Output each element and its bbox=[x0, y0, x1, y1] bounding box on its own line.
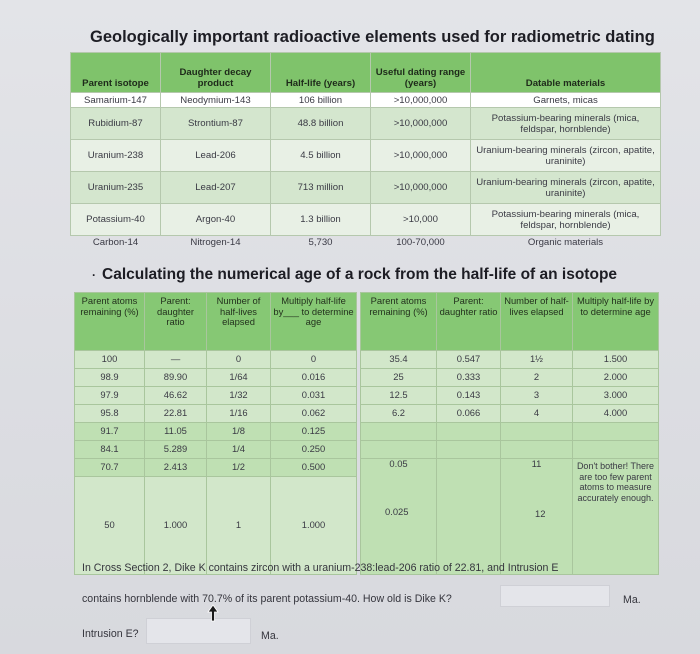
row-0025-halflives bbox=[535, 508, 545, 519]
table-cell: 98.9 bbox=[75, 369, 145, 387]
row-0025 bbox=[385, 506, 408, 517]
section-title bbox=[92, 266, 617, 284]
table-cell: 1.3 billion bbox=[271, 204, 371, 236]
table-cell: 0.547 bbox=[437, 351, 501, 369]
col-header: Daughter decay product bbox=[161, 53, 271, 93]
table-cell: Potassium-bearing minerals (mica, feldspar, hornblende) bbox=[471, 204, 661, 236]
table-cell: 11.05 bbox=[145, 423, 207, 441]
table-cell: Uranium-bearing minerals (zircon, apatite, uraninite) bbox=[471, 140, 661, 172]
table-cell: 1/16 bbox=[207, 405, 271, 423]
table-cell: 100-70,000 bbox=[396, 237, 445, 248]
question-text: In Cross Section 2, Dike K contains zircon with a uranium-238:lead-206 ratio of 22.81, and Intrusion E bbox=[82, 562, 559, 574]
table-cell bbox=[573, 423, 659, 441]
table-cell: Lead-206 bbox=[161, 140, 271, 172]
table-cell: >10,000 bbox=[371, 204, 471, 236]
table-cell bbox=[501, 423, 573, 441]
table-cell: Organic materials bbox=[527, 237, 604, 248]
table-cell: 0.250 bbox=[271, 441, 357, 459]
table-cell: — bbox=[145, 351, 207, 369]
decay-table-left bbox=[74, 292, 357, 575]
table-cell: 48.8 billion bbox=[271, 108, 371, 140]
table-cell: 12.5 bbox=[361, 387, 437, 405]
table-cell: 0.143 bbox=[437, 387, 501, 405]
table-cell: Strontium-87 bbox=[161, 108, 271, 140]
table-cell: 6.2 bbox=[361, 405, 437, 423]
table-cell: 11 bbox=[501, 459, 573, 575]
question-text-line2: contains hornblende with 70.7% of its parent potassium-40. How old is Dike K? bbox=[82, 593, 452, 605]
table-cell: 2.413 bbox=[145, 459, 207, 477]
col-header: Number of half-lives elapsed bbox=[207, 293, 271, 351]
table-cell: 106 billion bbox=[271, 93, 371, 108]
table-cell: 70.7 bbox=[75, 459, 145, 477]
table-cell: Uranium-235 bbox=[71, 172, 161, 204]
table-cell: Uranium-238 bbox=[71, 140, 161, 172]
table-cell: 35.4 bbox=[361, 351, 437, 369]
table-cell: 3 bbox=[501, 387, 573, 405]
table-cell bbox=[361, 423, 437, 441]
table-cell: 4.5 billion bbox=[271, 140, 371, 172]
table-cell bbox=[437, 423, 501, 441]
col-header: Parent atoms remaining (%) bbox=[361, 293, 437, 351]
table-cell: Lead-207 bbox=[161, 172, 271, 204]
intrusion-e-answer-input[interactable] bbox=[146, 618, 251, 644]
isotope-table bbox=[70, 52, 661, 250]
table-cell: 1/2 bbox=[207, 459, 271, 477]
table-cell: >10,000,000 bbox=[371, 93, 471, 108]
decay-table-right bbox=[360, 292, 659, 575]
table-cell: 4.000 bbox=[573, 405, 659, 423]
page-title: Geologically important radioactive elements used for radiometric dating bbox=[90, 28, 655, 46]
table-cell: Samarium-147 bbox=[71, 93, 161, 108]
col-header: Parent atoms remaining (%) bbox=[75, 293, 145, 351]
table-cell: 46.62 bbox=[145, 387, 207, 405]
table-cell bbox=[437, 441, 501, 459]
table-cell: 3.000 bbox=[573, 387, 659, 405]
col-header: Useful dating range (years) bbox=[371, 53, 471, 93]
section-title-text: Calculating the numerical age of a rock from the half-life of an isotope bbox=[102, 266, 618, 283]
col-header: Parent: daughter ratio bbox=[145, 293, 207, 351]
table-cell: Uranium-bearing minerals (zircon, apatite, uraninite) bbox=[471, 172, 661, 204]
note-cell: Don't bother! There are too few parent atoms to measure accurately enough. bbox=[573, 459, 659, 575]
unit-label: Ma. bbox=[261, 630, 279, 642]
table-cell: 91.7 bbox=[75, 423, 145, 441]
table-cell: 1/64 bbox=[207, 369, 271, 387]
table-cell: 100 bbox=[75, 351, 145, 369]
table-cell: 12 bbox=[535, 508, 546, 519]
col-header: Half-life (years) bbox=[271, 53, 371, 93]
table-cell: Rubidium-87 bbox=[71, 108, 161, 140]
table-cell: 0 bbox=[271, 351, 357, 369]
table-cell: 0.05 bbox=[361, 459, 437, 575]
table-cell: 0.333 bbox=[437, 369, 501, 387]
table-cell bbox=[437, 459, 501, 575]
table-cell: Nitrogen-14 bbox=[190, 237, 241, 248]
col-header: Number of half-lives elapsed bbox=[501, 293, 573, 351]
table-cell: 5,730 bbox=[308, 237, 333, 248]
table-cell: 0.066 bbox=[437, 405, 501, 423]
table-cell: Neodymium-143 bbox=[161, 93, 271, 108]
table-cell: 0.125 bbox=[271, 423, 357, 441]
table-cell: 0.500 bbox=[271, 459, 357, 477]
col-header: Multiply half-life by to determine age bbox=[573, 293, 659, 351]
table-cell: 1 bbox=[207, 477, 271, 575]
table-cell: >10,000,000 bbox=[371, 140, 471, 172]
table-cell bbox=[573, 441, 659, 459]
table-cell bbox=[501, 441, 573, 459]
table-cell: 0 bbox=[207, 351, 271, 369]
table-cell: 1/32 bbox=[207, 387, 271, 405]
table-cell: 713 million bbox=[271, 172, 371, 204]
table-cell: Carbon-14 bbox=[92, 237, 139, 248]
table-cell: 84.1 bbox=[75, 441, 145, 459]
intrusion-e-label: Intrusion E? bbox=[82, 628, 139, 640]
table-cell: Potassium-40 bbox=[71, 204, 161, 236]
unit-label: Ma. bbox=[623, 594, 641, 606]
table-cell: 2 bbox=[501, 369, 573, 387]
table-cell: 1½ bbox=[501, 351, 573, 369]
table-cell: 1/4 bbox=[207, 441, 271, 459]
table-cell: 22.81 bbox=[145, 405, 207, 423]
table-cell: 0.025 bbox=[385, 506, 409, 517]
table-cell: 97.9 bbox=[75, 387, 145, 405]
table-cell: >10,000,000 bbox=[371, 108, 471, 140]
col-header: Multiply half-life by___ to determine age bbox=[271, 293, 357, 351]
dike-k-answer-input[interactable] bbox=[500, 585, 610, 607]
table-cell: 0.031 bbox=[271, 387, 357, 405]
mouse-cursor-icon bbox=[207, 604, 219, 622]
table-cell: 1.000 bbox=[145, 477, 207, 575]
table-cell: 0.016 bbox=[271, 369, 357, 387]
table-cell: >10,000,000 bbox=[371, 172, 471, 204]
col-header: Parent isotope bbox=[71, 53, 161, 93]
table-cell: 25 bbox=[361, 369, 437, 387]
table-cell: 50 bbox=[75, 477, 145, 575]
table-cell: 5.289 bbox=[145, 441, 207, 459]
table-cell: 2.000 bbox=[573, 369, 659, 387]
table-cell: Potassium-bearing minerals (mica, feldspar, hornblende) bbox=[471, 108, 661, 140]
table-cell: 0.062 bbox=[271, 405, 357, 423]
table-cell bbox=[361, 441, 437, 459]
table-cell: 1/8 bbox=[207, 423, 271, 441]
table-cell: 95.8 bbox=[75, 405, 145, 423]
col-header: Parent: daughter ratio bbox=[437, 293, 501, 351]
table-cell: Garnets, micas bbox=[471, 93, 661, 108]
table-cell: 89.90 bbox=[145, 369, 207, 387]
col-header: Datable materials bbox=[471, 53, 661, 93]
table-cell: 4 bbox=[501, 405, 573, 423]
bullet-icon: · bbox=[92, 268, 96, 282]
table-cell: Argon-40 bbox=[161, 204, 271, 236]
table-cell: 1.500 bbox=[573, 351, 659, 369]
table-cell: 1.000 bbox=[271, 477, 357, 575]
